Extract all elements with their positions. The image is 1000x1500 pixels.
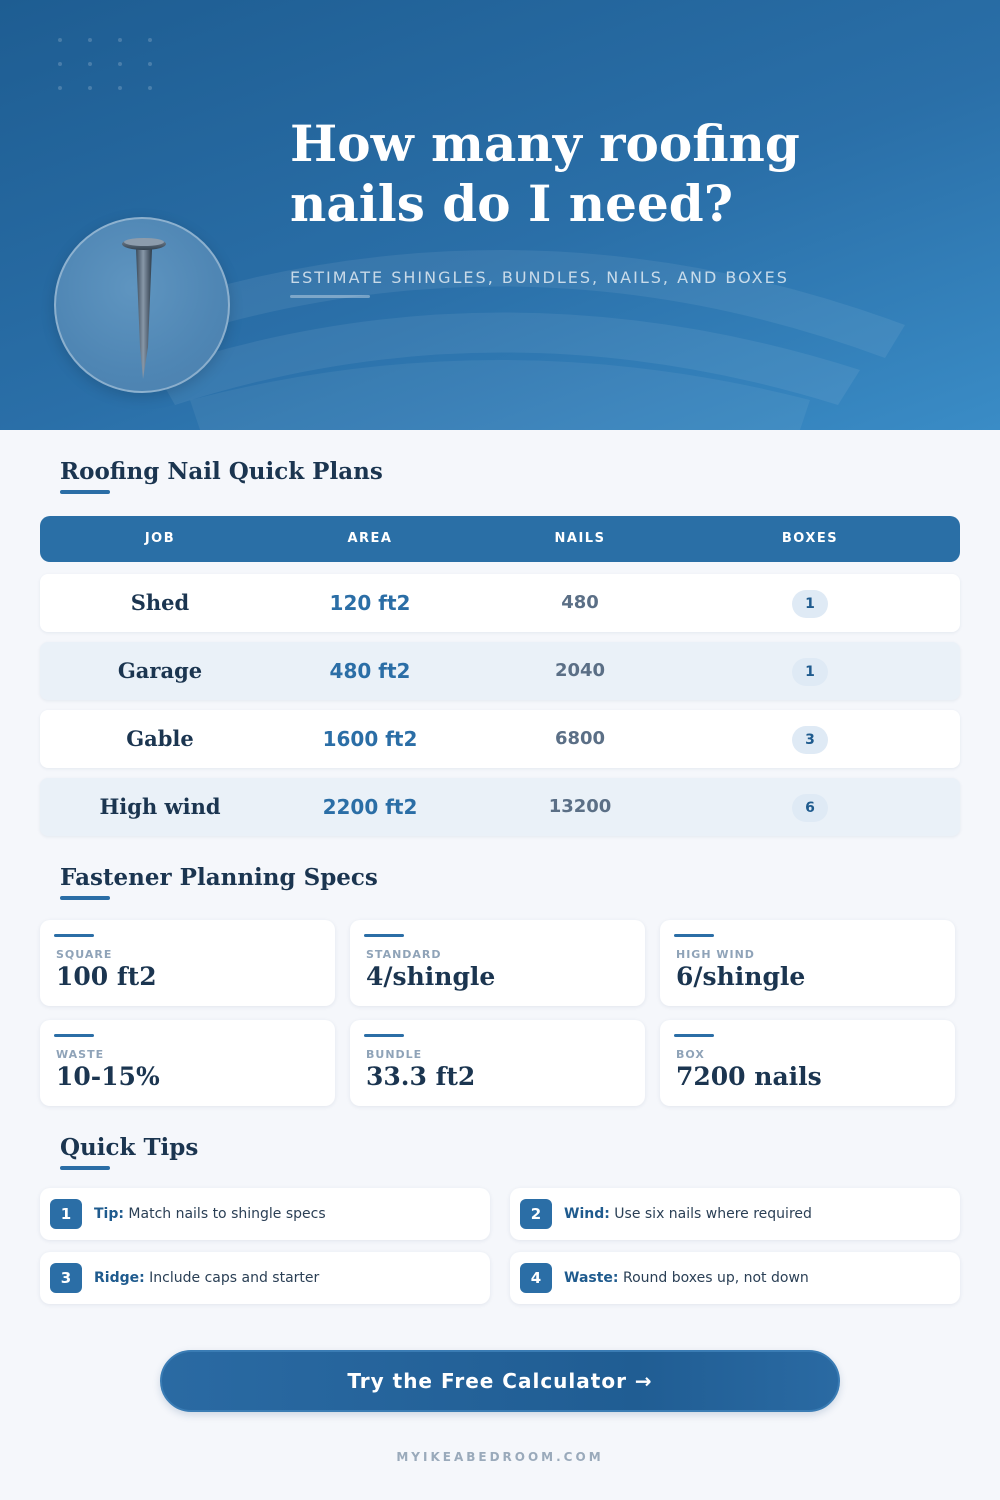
spec-card <box>350 1020 645 1106</box>
spec-label: HIGH WIND <box>676 948 755 961</box>
tip-text <box>94 1252 319 1304</box>
page-title <box>290 114 910 234</box>
tip-description: Round boxes up, not down <box>622 1270 809 1286</box>
subtitle-underline <box>290 295 370 298</box>
spec-value: 33.3 ft2 <box>366 1062 476 1091</box>
spec-card <box>40 1020 335 1106</box>
spec-label: BOX <box>676 1048 705 1061</box>
roofing-nail-icon <box>56 219 232 395</box>
column-header-nails: NAILS <box>554 531 606 546</box>
row-area: 2200 ft2 <box>322 795 418 819</box>
spec-label: BUNDLE <box>366 1048 423 1061</box>
spec-card <box>40 920 335 1006</box>
table-row <box>40 574 960 632</box>
spec-value: 100 ft2 <box>56 962 157 991</box>
row-nails: 13200 <box>548 796 612 817</box>
column-header-area: AREA <box>347 531 393 546</box>
specs-heading: Fastener Planning Specs <box>60 864 378 891</box>
row-boxes-badge: 3 <box>792 726 828 754</box>
hero-banner <box>0 0 1000 430</box>
tip-text <box>564 1188 812 1240</box>
tip-keyword: Tip: <box>94 1206 124 1222</box>
spec-value: 4/shingle <box>366 962 496 991</box>
tip-description: Match nails to shingle specs <box>128 1206 326 1222</box>
column-header-job: JOB <box>144 531 176 546</box>
plans-table-header <box>40 516 960 562</box>
spec-card-accent <box>364 934 404 937</box>
row-area: 1600 ft2 <box>322 727 418 751</box>
table-row <box>40 778 960 836</box>
spec-value: 7200 nails <box>676 1062 822 1091</box>
row-nails: 2040 <box>554 660 606 681</box>
spec-label: SQUARE <box>56 948 113 961</box>
page-subtitle: ESTIMATE SHINGLES, BUNDLES, NAILS, AND BOXES <box>290 268 789 287</box>
plans-heading: Roofing Nail Quick Plans <box>60 458 383 485</box>
tip-card <box>40 1252 490 1304</box>
tip-card <box>40 1188 490 1240</box>
tip-text <box>564 1252 809 1304</box>
tip-number-badge: 4 <box>520 1263 552 1293</box>
row-job: Gable <box>126 726 194 751</box>
specs-heading-underline <box>60 896 110 900</box>
spec-label: WASTE <box>56 1048 105 1061</box>
row-job: Shed <box>130 590 190 615</box>
footer-site-name: MYIKEABEDROOM.COM <box>396 1450 604 1464</box>
spec-value: 10-15% <box>56 1062 160 1091</box>
row-nails: 6800 <box>554 728 606 749</box>
tip-keyword: Waste: <box>564 1270 619 1286</box>
row-area: 120 ft2 <box>329 591 411 615</box>
tip-number-badge: 1 <box>50 1199 82 1229</box>
row-boxes-badge: 1 <box>792 590 828 618</box>
spec-value: 6/shingle <box>676 962 806 991</box>
spec-card <box>660 920 955 1006</box>
row-boxes-badge: 6 <box>792 794 828 822</box>
tip-number-badge: 2 <box>520 1199 552 1229</box>
page-title-line-2: nails do I need? <box>290 174 734 233</box>
tip-card <box>510 1188 960 1240</box>
nail-illustration <box>54 217 230 393</box>
table-row <box>40 710 960 768</box>
column-header-boxes: BOXES <box>781 531 839 546</box>
row-boxes-badge: 1 <box>792 658 828 686</box>
plans-heading-underline <box>60 490 110 494</box>
tip-number-badge: 3 <box>50 1263 82 1293</box>
tip-text <box>94 1188 326 1240</box>
tips-heading: Quick Tips <box>60 1134 199 1161</box>
spec-card-accent <box>54 1034 94 1037</box>
spec-card-accent <box>674 934 714 937</box>
row-area: 480 ft2 <box>329 659 411 683</box>
tips-heading-underline <box>60 1166 110 1170</box>
spec-card <box>660 1020 955 1106</box>
row-job: High wind <box>99 794 221 819</box>
row-nails: 480 <box>561 592 599 613</box>
page-title-line-1: How many roofing <box>290 114 800 173</box>
spec-card-accent <box>674 1034 714 1037</box>
spec-label: STANDARD <box>366 948 442 961</box>
tip-keyword: Wind: <box>564 1206 610 1222</box>
spec-card-accent <box>364 1034 404 1037</box>
tip-description: Use six nails where required <box>614 1206 812 1222</box>
tip-card <box>510 1252 960 1304</box>
spec-card-accent <box>54 934 94 937</box>
table-row <box>40 642 960 700</box>
row-job: Garage <box>117 658 203 683</box>
tip-keyword: Ridge: <box>94 1270 145 1286</box>
free-calculator-button[interactable]: Try the Free Calculator → <box>160 1350 840 1412</box>
tip-description: Include caps and starter <box>149 1270 320 1286</box>
spec-card <box>350 920 645 1006</box>
